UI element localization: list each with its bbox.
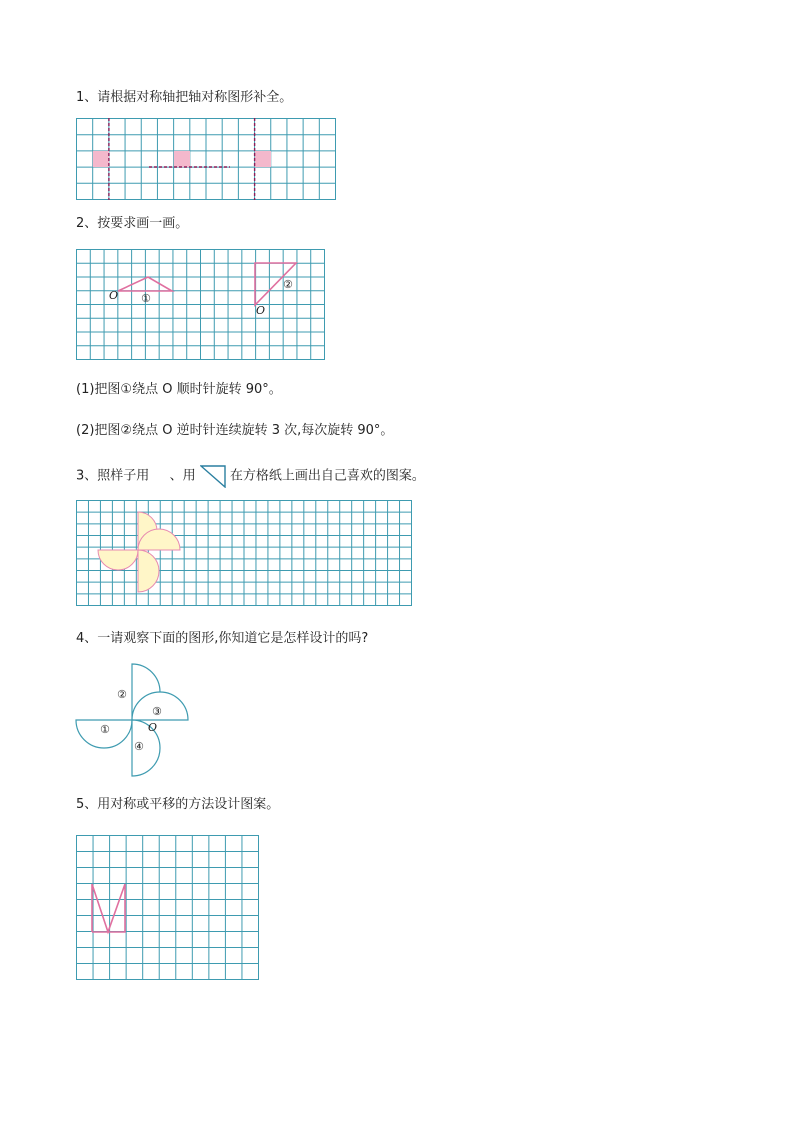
q1-pink-square-right: [255, 151, 271, 167]
question-2-title: 2、按要求画一画。: [76, 216, 189, 231]
question-1-title: 1、请根据对称轴把轴对称图形补全。: [76, 90, 293, 105]
q3-pinwheel-leaf-bottom: [138, 550, 159, 592]
q1-pink-square-left: [93, 151, 109, 167]
q1-grid: [77, 119, 336, 200]
triangle-icon: [200, 464, 226, 488]
q3-text-part2: 、用: [169, 468, 196, 484]
q4-label-4: ④: [134, 740, 144, 753]
q4-pinwheel-figure: [72, 660, 196, 784]
q2-label-2: ②: [283, 278, 293, 291]
q2-subquestion-2: (2)把图②绕点 O 逆时针连续旋转 3 次,每次旋转 90°。: [76, 423, 394, 438]
q4-label-2: ②: [117, 688, 127, 701]
question-3-title: [76, 464, 425, 490]
q2-grid: [77, 250, 325, 360]
q4-label-1: ①: [100, 723, 110, 736]
q2-subquestion-1: (1)把图①绕点 O 顺时针旋转 90°。: [76, 382, 282, 397]
q2-grid-figure[interactable]: [76, 249, 326, 362]
question-5-title: 5、用对称或平移的方法设计图案。: [76, 797, 280, 812]
q3-text-part1: 3、照样子用: [76, 468, 150, 484]
q2-label-o1: O: [109, 289, 119, 302]
q4-label-o: O: [148, 721, 158, 734]
q3-pinwheel-leaf-left: [98, 550, 138, 570]
question-4-title: 4、一请观察下面的图形,你知道它是怎样设计的吗?: [76, 631, 369, 646]
q2-label-o2: O: [256, 304, 266, 317]
q4-pinwheel: [76, 664, 188, 776]
q1-grid-figure[interactable]: [76, 118, 338, 202]
q2-label-1: ①: [141, 292, 151, 305]
q4-label-3: ③: [152, 705, 162, 718]
q3-text-part3: 在方格纸上画出自己喜欢的图案。: [229, 468, 425, 484]
q5-pink-m-shape: [92, 884, 125, 932]
q5-grid-figure[interactable]: [76, 835, 261, 982]
q1-pink-square-middle: [174, 151, 190, 167]
q5-grid: [77, 836, 259, 980]
q3-grid-figure[interactable]: [76, 500, 414, 608]
